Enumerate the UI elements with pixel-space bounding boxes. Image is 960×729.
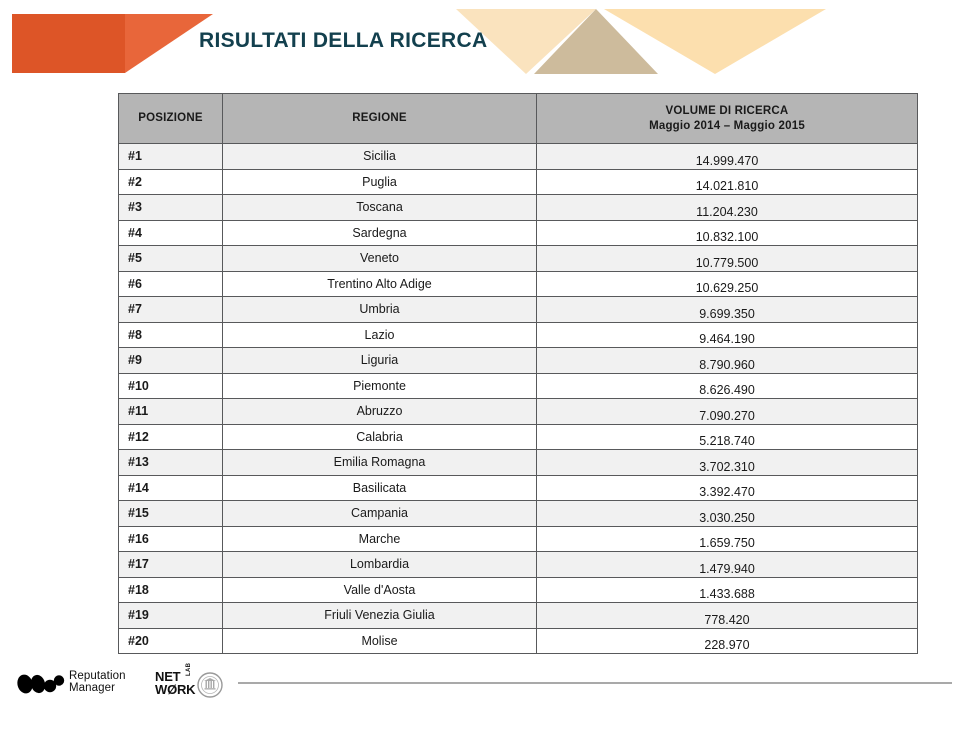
table-row [119,577,918,603]
cell-volume: 778.420 [537,603,918,629]
cell-position: #1 [119,144,223,170]
table-row [119,144,918,170]
cell-position: #18 [119,577,223,603]
reputation-manager-wordmark [69,670,126,694]
cell-region: Umbria [223,297,537,323]
table-row [119,526,918,552]
cell-region: Molise [223,628,537,654]
reputation-manager-line2: Manager [69,682,116,694]
table-row [119,246,918,272]
cell-position: #16 [119,526,223,552]
cell-region: Trentino Alto Adige [223,271,537,297]
cell-position: #12 [119,424,223,450]
table-row [119,450,918,476]
cell-region: Piemonte [223,373,537,399]
results-table [118,93,918,654]
cell-region: Lazio [223,322,537,348]
cell-volume: 8.626.490 [537,373,918,399]
cell-position: #19 [119,603,223,629]
table-body [119,144,918,654]
cell-volume: 14.999.470 [537,144,918,170]
cell-region: Sicilia [223,144,537,170]
cell-region: Emilia Romagna [223,450,537,476]
footer [0,662,960,713]
cell-volume: 9.699.350 [537,297,918,323]
cell-position: #3 [119,195,223,221]
cell-position: #13 [119,450,223,476]
cell-position: #15 [119,501,223,527]
cell-region: Valle d'Aosta [223,577,537,603]
table-row [119,220,918,246]
cell-volume: 228.970 [537,628,918,654]
reputation-manager-line1: Reputation [69,670,126,682]
cell-position: #17 [119,552,223,578]
cell-position: #8 [119,322,223,348]
cell-region: Toscana [223,195,537,221]
cell-volume: 7.090.270 [537,399,918,425]
table-row [119,552,918,578]
cell-position: #7 [119,297,223,323]
cell-position: #5 [119,246,223,272]
cell-position: #10 [119,373,223,399]
page-title: RISULTATI DELLA RICERCA [199,29,488,52]
cell-volume: 14.021.810 [537,169,918,195]
cell-position: #4 [119,220,223,246]
orange-rectangle-decoration [12,14,125,73]
cell-volume: 3.392.470 [537,475,918,501]
cell-volume: 10.779.500 [537,246,918,272]
table-row [119,322,918,348]
cell-volume: 8.790.960 [537,348,918,374]
cell-volume: 3.702.310 [537,450,918,476]
table-row [119,195,918,221]
cell-volume: 11.204.230 [537,195,918,221]
cell-region: Basilicata [223,475,537,501]
table-row [119,501,918,527]
cell-position: #6 [119,271,223,297]
cell-position: #11 [119,399,223,425]
cell-region: Liguria [223,348,537,374]
table-row [119,424,918,450]
cell-region: Sardegna [223,220,537,246]
column-header-volume [537,94,918,144]
cell-position: #2 [119,169,223,195]
cell-volume: 9.464.190 [537,322,918,348]
network-lab-bottom-text: WØRK [155,682,196,697]
column-header-regione: REGIONE [223,94,537,144]
network-lab-side-text: LAB [186,662,192,676]
table-row [119,628,918,654]
table-row [119,348,918,374]
table-row [119,399,918,425]
network-lab-top-text: NET [155,669,181,684]
cell-region: Marche [223,526,537,552]
cell-position: #20 [119,628,223,654]
network-lab-seal-icon [197,672,223,698]
cell-region: Puglia [223,169,537,195]
table-header-row [119,94,918,144]
column-header-volume-line1: VOLUME DI RICERCA [665,105,789,118]
cell-volume: 1.433.688 [537,577,918,603]
table-row [119,169,918,195]
table-row [119,475,918,501]
cell-position: #9 [119,348,223,374]
cream-triangle-down-2-decoration [604,9,826,74]
cell-position: #14 [119,475,223,501]
table-row [119,297,918,323]
cell-region: Calabria [223,424,537,450]
cell-volume: 3.030.250 [537,501,918,527]
cell-volume: 1.479.940 [537,552,918,578]
table-row [119,603,918,629]
cell-volume: 10.629.250 [537,271,918,297]
cell-region: Lombardia [223,552,537,578]
column-header-volume-line2: Maggio 2014 – Maggio 2015 [649,119,805,132]
table-header [119,94,918,144]
table-row [119,271,918,297]
footer-divider [238,682,952,684]
cell-volume: 1.659.750 [537,526,918,552]
cell-volume: 10.832.100 [537,220,918,246]
reputation-manager-mark-icon [17,674,65,694]
table-row [119,373,918,399]
cell-region: Friuli Venezia Giulia [223,603,537,629]
cell-region: Abruzzo [223,399,537,425]
column-header-posizione: POSIZIONE [119,94,223,144]
network-lab-logo [155,662,227,698]
cell-region: Veneto [223,246,537,272]
cell-region: Campania [223,501,537,527]
reputation-manager-logo [17,671,142,697]
cell-volume: 5.218.740 [537,424,918,450]
